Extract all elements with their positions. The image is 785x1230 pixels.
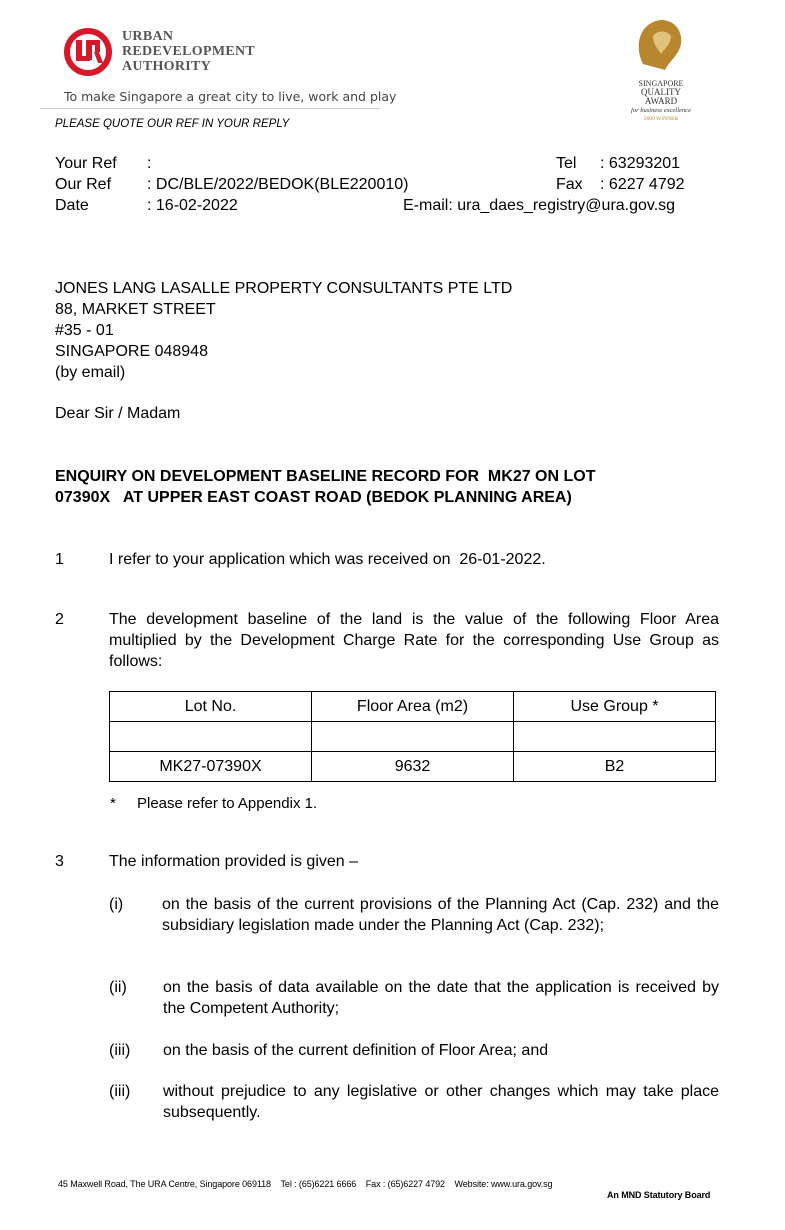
table-header-row	[110, 692, 716, 722]
table-cell: 9632	[312, 752, 514, 782]
footer-contact	[58, 1179, 552, 1189]
quality-award-emblem	[613, 14, 709, 122]
footer-website[interactable]: Website: www.ura.gov.sg	[454, 1179, 553, 1189]
col-header-floor-area: Floor Area (m2)	[312, 692, 514, 722]
your-ref-label: Your Ref	[55, 155, 117, 172]
table-cell	[110, 722, 312, 752]
condition-number: (iii)	[109, 1083, 131, 1100]
para3-text: The information provided is given –	[109, 853, 359, 870]
org-name-line3: AUTHORITY	[122, 59, 212, 74]
award-line3: AWARD	[644, 96, 678, 106]
para1-text: I refer to your application which was received on 26-01-2022.	[109, 551, 546, 568]
address-line4: SINGAPORE 048948	[55, 343, 208, 360]
para2-number: 2	[55, 611, 64, 628]
fax-label: Fax	[556, 176, 583, 193]
para2-text: The development baseline of the land is the value of the following Floor Area multiplied by the Development Charge Rate for the corresponding Use Group as follows:	[109, 611, 719, 670]
salutation: Dear Sir / Madam	[55, 405, 181, 422]
header-divider	[40, 108, 380, 109]
para1-number: 1	[55, 551, 64, 568]
org-name	[122, 29, 255, 74]
table-row	[110, 722, 716, 752]
footer-fax: Fax : (65)6227 4792	[365, 1179, 445, 1189]
condition-text: on the basis of the current provisions of the Planning Act (Cap. 232) and the subsidiary legislation made under the Planning Act (Cap. 232);	[162, 896, 719, 934]
your-ref-row	[55, 153, 151, 174]
quote-ref-notice: PLEASE QUOTE OUR REF IN YOUR REPLY	[55, 118, 290, 130]
col-header-lot-no: Lot No.	[110, 692, 312, 722]
condition-number: (ii)	[109, 979, 127, 996]
subject-line1: ENQUIRY ON DEVELOPMENT BASELINE RECORD FOR MK27 ON LOT	[55, 468, 596, 485]
org-name-line1: URBAN	[122, 29, 174, 44]
condition-text: on the basis of data available on the date that the application is received by the Competent Authority;	[163, 979, 719, 1017]
condition-text: without prejudice to any legislative or other changes which may take place subsequently.	[163, 1083, 719, 1121]
footer-tel: Tel : (65)6221 6666	[280, 1179, 357, 1189]
footnote-mark: *	[110, 795, 116, 812]
condition-number: (i)	[109, 896, 124, 913]
address-line5: (by email)	[55, 364, 126, 381]
email-value[interactable]: ura_daes_registry@ura.gov.sg	[457, 197, 676, 214]
subject-line2: 07390X AT UPPER EAST COAST ROAD (BEDOK PLANNING AREA)	[55, 489, 572, 506]
date-row	[55, 195, 238, 216]
fax-value: : 6227 4792	[600, 176, 685, 193]
our-ref-row	[55, 174, 408, 195]
org-name-line2: REDEVELOPMENT	[122, 44, 256, 59]
address-line1: JONES LANG LASALLE PROPERTY CONSULTANTS PTE LTD	[55, 280, 513, 297]
email-label: E-mail:	[403, 197, 453, 214]
date-value: : 16-02-2022	[147, 197, 238, 214]
award-line2: QUALITY	[641, 87, 681, 97]
footer-board: An MND Statutory Board	[607, 1190, 711, 1200]
table-cell: MK27-07390X	[110, 752, 312, 782]
tel-label: Tel	[556, 155, 577, 172]
footnote-text: Please refer to Appendix 1.	[137, 795, 318, 812]
table-row	[110, 752, 716, 782]
recipient-address	[55, 278, 512, 383]
address-line2: 88, MARKET STREET	[55, 301, 216, 318]
tagline: To make Singapore a great city to live, work and play	[64, 89, 397, 104]
ura-logo	[63, 27, 113, 77]
ura-logo-icon	[63, 27, 113, 77]
our-ref-value: : DC/BLE/2022/BEDOK(BLE220010)	[147, 176, 409, 193]
address-line3: #35 - 01	[55, 322, 114, 339]
col-header-use-group: Use Group *	[514, 692, 716, 722]
footer-address: 45 Maxwell Road, The URA Centre, Singapore 069118	[58, 1179, 271, 1189]
tel-value: : 63293201	[600, 155, 681, 172]
lion-head-icon	[613, 14, 709, 74]
baseline-table	[109, 691, 716, 782]
award-line1: SINGAPORE	[638, 79, 684, 88]
date-label: Date	[55, 197, 89, 214]
para3-number: 3	[55, 853, 64, 870]
condition-text: on the basis of the current definition of Floor Area; and	[163, 1042, 549, 1059]
table-cell	[312, 722, 514, 752]
our-ref-label: Our Ref	[55, 176, 112, 193]
your-ref-value: :	[147, 155, 152, 172]
award-line5: 2009 WINNER	[643, 116, 679, 122]
table-cell: B2	[514, 752, 716, 782]
fax-row	[556, 174, 685, 195]
tel-row	[556, 153, 680, 174]
email-row	[403, 195, 675, 216]
table-cell	[514, 722, 716, 752]
award-line4: for business excellence	[631, 107, 691, 114]
subject-heading	[55, 466, 596, 508]
condition-number: (iii)	[109, 1042, 131, 1059]
